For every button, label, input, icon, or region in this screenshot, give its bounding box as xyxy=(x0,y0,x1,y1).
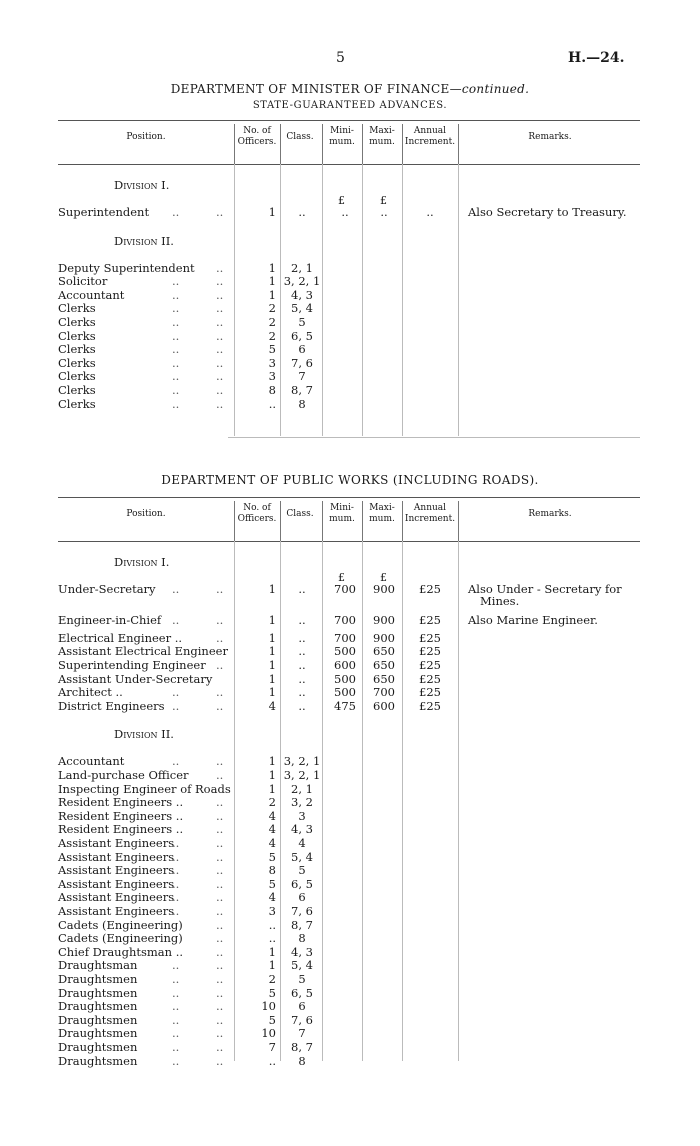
minimum-cell: 700 xyxy=(334,582,356,596)
class-cell: 4, 3 xyxy=(291,944,313,959)
officers-cell: 5 xyxy=(268,985,276,1000)
position-cell: Clerks xyxy=(58,383,96,397)
leader-dots: .. xyxy=(216,808,224,823)
leader-dots: .. xyxy=(216,274,224,289)
table-row xyxy=(0,1055,700,1069)
class-cell: .. xyxy=(298,671,306,686)
position-cell: Clerks xyxy=(58,301,96,316)
column-rule xyxy=(234,501,235,541)
maximum-cell: 600 xyxy=(373,698,395,713)
leader-dots: .. xyxy=(216,822,224,837)
table-row xyxy=(0,357,700,371)
position-cell: Architect .. xyxy=(58,685,123,700)
currency-symbol: £ xyxy=(380,194,387,207)
officers-cell: 4 xyxy=(268,822,276,837)
leader-dots: .. xyxy=(216,328,224,343)
leader-dots: .. xyxy=(216,795,224,810)
leader-dots: .. xyxy=(216,315,224,329)
officers-cell: 2 xyxy=(268,301,276,316)
column-rule xyxy=(322,501,323,541)
leader-dots: .. xyxy=(172,396,180,411)
leader-dots: .. xyxy=(216,876,224,891)
table-row xyxy=(0,905,700,919)
maximum-cell: 650 xyxy=(373,671,395,686)
leader-dots: .. xyxy=(216,342,224,357)
position-cell: Deputy Superintendent xyxy=(58,260,195,275)
table-row xyxy=(0,973,700,987)
header-increment: Annual Increment. xyxy=(404,126,456,147)
leader-dots: .. xyxy=(216,582,224,596)
leader-dots: .. xyxy=(216,1012,224,1027)
table-row xyxy=(0,302,700,316)
officers-cell: .. xyxy=(268,917,276,932)
leader-dots: .. xyxy=(216,917,224,932)
leader-dots: .. xyxy=(216,355,224,370)
header-maximum: Maxi- mum. xyxy=(369,126,395,147)
position-cell: Electrical Engineer .. xyxy=(58,630,183,645)
leader-dots: .. xyxy=(216,287,224,302)
leader-dots: .. xyxy=(216,972,224,986)
position-cell: Clerks xyxy=(58,355,96,370)
officers-cell: 1 xyxy=(268,658,276,672)
class-cell: 6 xyxy=(298,342,306,357)
table-row xyxy=(0,330,700,344)
leader-dots: .. xyxy=(172,287,180,302)
officers-cell: 10 xyxy=(261,1026,276,1041)
leader-dots: .. xyxy=(216,301,224,316)
position-cell: Assistant Engineers xyxy=(58,836,175,850)
officers-cell: 1 xyxy=(268,630,276,645)
leader-dots: .. xyxy=(172,999,180,1014)
leader-dots: .. xyxy=(216,658,224,672)
leader-dots: .. xyxy=(216,369,224,384)
officers-cell: 2 xyxy=(268,315,276,329)
minimum-cell: 700 xyxy=(334,613,356,628)
officers-cell: 3 xyxy=(268,355,276,370)
leader-dots: .. xyxy=(216,685,224,700)
header-no-officers: No. of Officers. xyxy=(237,503,277,524)
officers-cell: 1 xyxy=(268,685,276,700)
position-cell: Assistant Under-Secretary xyxy=(58,671,213,686)
increment-cell: £25 xyxy=(419,658,441,672)
position-cell: Clerks xyxy=(58,396,96,411)
officers-cell: 1 xyxy=(268,613,276,628)
leader-dots: .. xyxy=(172,1012,180,1027)
header-position: Position. xyxy=(126,509,166,519)
class-cell: .. xyxy=(298,205,306,219)
maximum-cell: 900 xyxy=(373,630,395,645)
table-row xyxy=(0,700,700,714)
increment-cell: £25 xyxy=(419,671,441,686)
leader-dots: .. xyxy=(172,355,180,370)
officers-cell: 1 xyxy=(268,781,276,796)
position-cell: Cadets (Engineering) xyxy=(58,931,183,946)
header-minimum: Mini- mum. xyxy=(329,503,355,524)
officers-cell: 1 xyxy=(268,958,276,973)
position-cell: Resident Engineers .. xyxy=(58,808,184,823)
position-cell: Resident Engineers .. xyxy=(58,822,184,837)
position-cell: Clerks xyxy=(58,369,96,384)
leader-dots: .. xyxy=(172,301,180,316)
leader-dots: .. xyxy=(216,999,224,1014)
table-row xyxy=(0,398,700,412)
officers-cell: 1 xyxy=(268,274,276,289)
table-row xyxy=(0,837,700,851)
position-cell: Draughtsmen xyxy=(58,1026,138,1041)
class-cell: 6 xyxy=(298,999,306,1014)
leader-dots: .. xyxy=(172,849,180,864)
leader-dots: .. xyxy=(216,1026,224,1041)
leader-dots: .. xyxy=(216,849,224,864)
class-cell: 3, 2 xyxy=(291,795,313,810)
column-rule xyxy=(280,124,281,164)
leader-dots: .. xyxy=(172,613,180,628)
table-row xyxy=(0,1041,700,1055)
division-heading: Division I. xyxy=(114,178,170,192)
officers-cell: 4 xyxy=(268,890,276,905)
header-minimum: Mini- mum. xyxy=(329,126,355,147)
page-reference: H.—24. xyxy=(568,50,625,66)
class-cell: .. xyxy=(298,613,306,628)
position-cell: Clerks xyxy=(58,328,96,343)
minimum-cell: .. xyxy=(341,205,349,219)
class-cell: 5 xyxy=(298,863,306,878)
position-cell: Superintendent xyxy=(58,205,150,219)
officers-cell: 10 xyxy=(261,999,276,1014)
minimum-cell: 700 xyxy=(334,630,356,645)
class-cell: 3, 2, 1 xyxy=(283,274,321,289)
table-row xyxy=(0,384,700,398)
table-row xyxy=(0,769,700,783)
leader-dots: .. xyxy=(172,863,180,878)
officers-cell: 8 xyxy=(268,383,276,397)
officers-cell: 5 xyxy=(268,849,276,864)
class-cell: 4, 3 xyxy=(291,287,313,302)
leader-dots: .. xyxy=(172,315,180,329)
table-row xyxy=(0,659,700,673)
section1-subtitle: STATE-GUARANTEED ADVANCES. xyxy=(252,100,448,111)
class-cell: 3, 2, 1 xyxy=(283,754,321,769)
leader-dots: .. xyxy=(172,972,180,986)
leader-dots: .. xyxy=(216,944,224,959)
increment-cell: £25 xyxy=(419,613,441,628)
officers-cell: 1 xyxy=(268,287,276,302)
table-top-rule xyxy=(58,120,640,121)
table-bottom-rule xyxy=(228,437,640,438)
header-remarks: Remarks. xyxy=(528,509,572,519)
officers-cell: 1 xyxy=(268,671,276,686)
leader-dots: .. xyxy=(172,958,180,973)
currency-symbol: £ xyxy=(338,571,345,584)
officers-cell: 1 xyxy=(268,644,276,659)
position-cell: Clerks xyxy=(58,315,96,329)
leader-dots: .. xyxy=(172,685,180,700)
column-rule xyxy=(362,501,363,541)
officers-cell: 8 xyxy=(268,863,276,878)
class-cell: .. xyxy=(298,658,306,672)
officers-cell: 1 xyxy=(268,768,276,782)
leader-dots: .. xyxy=(172,890,180,905)
column-rule xyxy=(322,124,323,164)
header-class: Class. xyxy=(286,132,314,142)
position-cell: Draughtsmen xyxy=(58,999,138,1014)
position-cell: Assistant Engineers xyxy=(58,904,175,918)
officers-cell: .. xyxy=(268,931,276,946)
leader-dots: .. xyxy=(216,754,224,769)
class-cell: 7 xyxy=(298,369,306,384)
page-number: 5 xyxy=(336,50,345,66)
section2-title: DEPARTMENT OF PUBLIC WORKS (INCLUDING ROADS). xyxy=(161,473,539,487)
currency-symbol: £ xyxy=(380,571,387,584)
class-cell: 8 xyxy=(298,1053,306,1068)
class-cell: 6 xyxy=(298,890,306,905)
position-cell: Accountant xyxy=(58,754,125,769)
class-cell: 8 xyxy=(298,931,306,946)
officers-cell: 1 xyxy=(268,754,276,769)
officers-cell: 2 xyxy=(268,328,276,343)
class-cell: 5, 4 xyxy=(291,958,313,973)
increment-cell: £25 xyxy=(419,630,441,645)
position-cell: Assistant Engineers xyxy=(58,849,175,864)
position-cell: Draughtsman xyxy=(58,958,138,973)
leader-dots: .. xyxy=(172,754,180,769)
class-cell: 7, 6 xyxy=(291,355,313,370)
header-maximum: Maxi- mum. xyxy=(369,503,395,524)
class-cell: 8, 7 xyxy=(291,383,313,397)
class-cell: 3 xyxy=(298,808,306,823)
leader-dots: .. xyxy=(216,768,224,782)
class-cell: .. xyxy=(298,644,306,659)
leader-dots: .. xyxy=(172,876,180,891)
header-remarks: Remarks. xyxy=(528,132,572,142)
maximum-cell: 900 xyxy=(373,582,395,596)
leader-dots: .. xyxy=(172,904,180,918)
minimum-cell: 500 xyxy=(334,685,356,700)
position-cell: Draughtsmen xyxy=(58,972,138,986)
officers-cell: 5 xyxy=(268,876,276,891)
leader-dots: .. xyxy=(172,205,180,219)
table-header-rule xyxy=(58,541,640,542)
position-cell: Under-Secretary xyxy=(58,582,156,596)
class-cell: .. xyxy=(298,630,306,645)
position-cell: Accountant xyxy=(58,287,125,302)
section1-title xyxy=(0,82,700,96)
class-cell: 5, 4 xyxy=(291,849,313,864)
minimum-cell: 500 xyxy=(334,644,356,659)
remarks-cell: Also Marine Engineer. xyxy=(468,613,598,628)
position-cell: Inspecting Engineer of Roads xyxy=(58,781,231,796)
leader-dots: .. xyxy=(216,383,224,397)
officers-cell: 5 xyxy=(268,342,276,357)
officers-cell: 1 xyxy=(268,582,276,596)
table-row xyxy=(0,289,700,303)
increment-cell: .. xyxy=(426,205,434,219)
leader-dots: .. xyxy=(172,1026,180,1041)
class-cell: 5, 4 xyxy=(291,301,313,316)
class-cell: 6, 5 xyxy=(291,985,313,1000)
position-cell: Chief Draughtsman .. xyxy=(58,944,184,959)
table-top-rule xyxy=(58,497,640,498)
table-row xyxy=(0,370,700,384)
increment-cell: £25 xyxy=(419,582,441,596)
officers-cell: .. xyxy=(268,1053,276,1068)
leader-dots: .. xyxy=(172,1040,180,1054)
position-cell: Solicitor xyxy=(58,274,108,289)
division-heading: Division II. xyxy=(114,727,174,742)
table-row xyxy=(0,343,700,357)
class-cell: 5 xyxy=(298,972,306,986)
leader-dots: .. xyxy=(216,904,224,918)
position-cell: Draughtsmen xyxy=(58,985,138,1000)
header-class: Class. xyxy=(286,509,314,519)
officers-cell: 1 xyxy=(268,205,276,219)
officers-cell: .. xyxy=(268,396,276,411)
class-cell: 5 xyxy=(298,315,306,329)
officers-cell: 3 xyxy=(268,904,276,918)
officers-cell: 4 xyxy=(268,698,276,713)
maximum-cell: 900 xyxy=(373,613,395,628)
officers-cell: 4 xyxy=(268,808,276,823)
continued-label: continued. xyxy=(461,82,530,96)
column-rule xyxy=(362,124,363,164)
class-cell: 7, 6 xyxy=(291,1012,313,1027)
leader-dots: .. xyxy=(216,958,224,973)
remarks-cell: Mines. xyxy=(480,593,520,608)
table-row xyxy=(0,206,700,220)
position-cell: Assistant Electrical Engineer xyxy=(58,644,228,659)
class-cell: 3, 2, 1 xyxy=(283,768,321,782)
leader-dots: .. xyxy=(216,836,224,850)
position-cell: Assistant Engineers xyxy=(58,876,175,891)
officers-cell: 2 xyxy=(268,972,276,986)
class-cell: 2, 1 xyxy=(291,260,313,275)
leader-dots: .. xyxy=(216,863,224,878)
leader-dots: .. xyxy=(216,396,224,411)
column-rule xyxy=(458,124,459,164)
remarks-cell: Also Secretary to Treasury. xyxy=(468,205,627,219)
class-cell: 8, 7 xyxy=(291,917,313,932)
minimum-cell: 475 xyxy=(334,698,356,713)
position-cell: Assistant Engineers xyxy=(58,890,175,905)
officers-cell: 1 xyxy=(268,260,276,275)
increment-cell: £25 xyxy=(419,644,441,659)
table-row xyxy=(0,316,700,330)
position-cell: Land-purchase Officer xyxy=(58,768,189,782)
minimum-cell: 600 xyxy=(334,658,356,672)
leader-dots: .. xyxy=(172,698,180,713)
officers-cell: 1 xyxy=(268,944,276,959)
leader-dots: .. xyxy=(216,613,224,628)
class-cell: 4, 3 xyxy=(291,822,313,837)
position-cell: Assistant Engineers xyxy=(58,863,175,878)
leader-dots: .. xyxy=(172,383,180,397)
leader-dots: .. xyxy=(172,369,180,384)
position-cell: Cadets (Engineering) xyxy=(58,917,183,932)
leader-dots: .. xyxy=(216,985,224,1000)
position-cell: Engineer-in-Chief xyxy=(58,613,162,628)
column-rule xyxy=(402,124,403,164)
class-cell: 7 xyxy=(298,1026,306,1041)
class-cell: 2, 1 xyxy=(291,781,313,796)
class-cell: .. xyxy=(298,698,306,713)
class-cell: 8 xyxy=(298,396,306,411)
position-cell: Draughtsmen xyxy=(58,1012,138,1027)
position-cell: Draughtsmen xyxy=(58,1040,138,1054)
maximum-cell: 650 xyxy=(373,644,395,659)
class-cell: .. xyxy=(298,685,306,700)
header-no-officers: No. of Officers. xyxy=(237,126,277,147)
increment-cell: £25 xyxy=(419,685,441,700)
officers-cell: 5 xyxy=(268,1012,276,1027)
maximum-cell: 700 xyxy=(373,685,395,700)
leader-dots: .. xyxy=(216,1040,224,1054)
leader-dots: .. xyxy=(216,630,224,645)
position-cell: Clerks xyxy=(58,342,96,357)
division-heading: Division I. xyxy=(114,555,170,569)
class-cell: 6, 5 xyxy=(291,328,313,343)
position-cell: Superintending Engineer xyxy=(58,658,206,672)
leader-dots: .. xyxy=(172,328,180,343)
section1-title-text: DEPARTMENT OF MINISTER OF FINANCE—continued. xyxy=(170,82,530,96)
leader-dots: .. xyxy=(216,1053,224,1068)
column-rule xyxy=(402,501,403,541)
leader-dots: .. xyxy=(172,582,180,596)
column-rule xyxy=(458,501,459,541)
class-cell: 8, 7 xyxy=(291,1040,313,1054)
officers-cell: 4 xyxy=(268,836,276,850)
leader-dots: .. xyxy=(216,698,224,713)
remarks-cell: Also Under - Secretary for xyxy=(468,582,622,596)
division-heading: Division II. xyxy=(114,233,174,248)
table-row-continuation xyxy=(0,595,700,609)
minimum-cell: 500 xyxy=(334,671,356,686)
leader-dots: .. xyxy=(216,205,224,219)
currency-symbol: £ xyxy=(338,194,345,207)
table-row xyxy=(0,614,700,628)
column-rule xyxy=(234,124,235,164)
position-cell: District Engineers xyxy=(58,698,165,713)
class-cell: 7, 6 xyxy=(291,904,313,918)
column-rule xyxy=(280,501,281,541)
officers-cell: 3 xyxy=(268,369,276,384)
class-cell: 4 xyxy=(298,836,306,850)
position-cell: Resident Engineers .. xyxy=(58,795,184,810)
header-position: Position. xyxy=(126,132,166,142)
class-cell: 6, 5 xyxy=(291,876,313,891)
header-increment: Annual Increment. xyxy=(404,503,456,524)
table-header-rule xyxy=(58,164,640,165)
leader-dots: .. xyxy=(216,931,224,946)
position-cell: Draughtsmen xyxy=(58,1053,138,1068)
leader-dots: .. xyxy=(172,836,180,850)
increment-cell: £25 xyxy=(419,698,441,713)
leader-dots: .. xyxy=(172,985,180,1000)
leader-dots: .. xyxy=(172,274,180,289)
leader-dots: .. xyxy=(172,1053,180,1068)
leader-dots: .. xyxy=(172,342,180,357)
maximum-cell: 650 xyxy=(373,658,395,672)
leader-dots: .. xyxy=(216,260,224,275)
officers-cell: 2 xyxy=(268,795,276,810)
class-cell: .. xyxy=(298,582,306,596)
leader-dots: .. xyxy=(216,890,224,905)
officers-cell: 7 xyxy=(268,1040,276,1054)
maximum-cell: .. xyxy=(380,205,388,219)
